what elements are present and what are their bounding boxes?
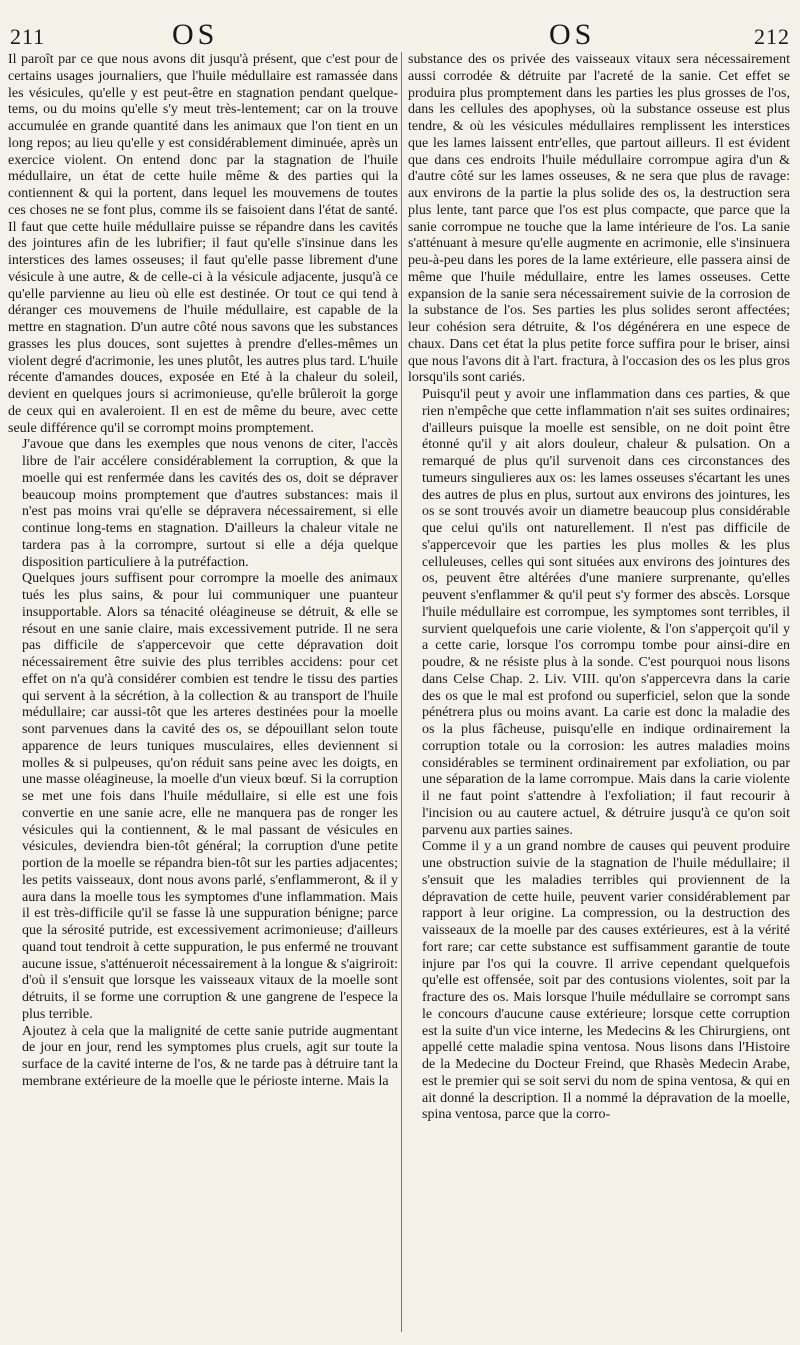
paragraph: Comme il y a un grand nombre de causes qui peuvent produire une obstruction suivie de la stagnation de l'huile médullaire; il s'ensuit que les maladies terribles qui proviennent de la dépravation de cette huile, peuvent varier considérablement par rapport à leur origine. La compression, ou la destruction des vaisseaux de la moelle par des causes extérieures, est à la vérité fort rare; car cette substance est suffisamment garantie de toute injure par l'os qui la couvre. Il arrive cependant quelquefois qu'elle est offensée, soit par des contusions violentes, soit par la fracture des os. Mais lorsque l'huile médullaire se corrompt sans le concours d'aucune cause extérieure; lorsque cette corruption est la suite d'un vice interne, les Medecins & les Chirurgiens, ont appellé cette maladie spina ventosa. Nous lisons dans l'Histoire de la Medecine du Docteur Freind, que Rhasès Medecin Arabe, est le premier qui se soit servi du nom de spina ventosa, & qui en ait donné la description. Il a nommé la dépravation de la moelle, spina ventosa, parce que la corro- [422, 839, 790, 1123]
paragraph: Ajoutez à cela que la malignité de cette sanie putride augmentant de jour en jour, rend les symptomes plus cruels, agit sur toute la surface de la cavité interne de l'os, & ne tarde pas à détruire tant la membrane extérieure de la moelle que le périoste interne. Mais la [22, 1023, 398, 1089]
left-page-number: 211 [10, 24, 46, 49]
paragraph: J'avoue que dans les exemples que nous venons de citer, l'accès libre de l'air accélere considérablement la corruption, & que la moelle qui est renfermée dans les cavités des os, doit se dépraver beaucoup moins promptement que d'autres substances: mais il n'est pas moins vrai qu'elle se dépravera nécessairement, si elle continue long-tems en stagnation. D'ailleurs la chaleur vitale ne tardera pas à la corrompre, surtout si elle a déja quelque disposition particuliere à la putréfaction. [22, 437, 398, 570]
left-running-head: OS [172, 18, 219, 51]
paragraph: Puisqu'il peut y avoir une inflammation dans ces parties, & que rien n'empêche que cette inflammation n'ait ses suites ordinaires; d'ailleurs puisque la moelle est sensible, on ne doit point être étonné qu'il y ait alors douleur, chaleur & pulsation. On a remarqué de plus qu'il survenoit dans ces circonstances des tumeurs singulieres aux os: les lames osseuses s'écartant les unes des autres de plus en plus, surtout aux environs des jointures, les os se sont trouvés avoir un diametre beaucoup plus considérable que celui qu'ils ont naturellement. Il n'est pas difficile de s'appercevoir que les parties les plus molles & les plus celluleuses, celles qui sont situées aux environs des jointures des os, peuvent être altérées d'une maniere surprenante, qu'elles peuvent s'enflammer & qu'il peut s'y former des abscès. Lorsque l'huile médullaire est corrompue, les symptomes sont terribles, il survient quelquefois une carie violente, & l'on s'apperçoit qu'il y a cette carie, lorsque l'os corrompu tombe pour ainsi-dire en poudre, & ne résiste plus à la sonde. C'est pourquoi nous lisons dans Celse Chap. 2. Liv. VIII. qu'on s'appercevra dans la carie des os que le mal est profond ou superficiel, selon que la sonde pénétrera plus ou moins avant. La carie est donc la maladie des os la plus fâcheuse, puisqu'elle en indique ordinairement la corruption totale ou la corrosion: les autres maladies moins considérables se terminent ordinairement par exfoliation, ou par une séparation de la lame corrompue. Mais dans la carie violente il ne faut point s'attendre à l'exfoliation; il faut recourir à l'incision ou au cautere actuel, & détruire jusqu'à ce qu'on soit parvenu aux parties saines. [422, 387, 790, 838]
column-divider [401, 52, 402, 1332]
paragraph: substance des os privée des vaisseaux vitaux sera nécessairement aussi corrodée & détruite par l'acreté de la sanie. Cet effet se produira plus promptement dans les parties les plus grosses de l'os, dans les cellules des apophyses, où la substance osseuse est plus tendre, & où les vésicules médullaires remplissent les interstices que les lames laissent entr'elles, que partout ailleurs. Il est évident que dans ces endroits l'huile médullaire corrompue agira d'un & d'autre côté sur les lames osseuses, & ne sera que plus de ravage: aux environs de la partie la plus solide des os, la destruction sera plus lente, tant parce que l'os est plus compacte, que parce que la sanie corrompue ne touche que la lame intérieure de l'os. La sanie s'atténuant à mesure qu'elle augmente en acrimonie, elle s'insinuera peu-à-peu dans les pores de la lame extérieure, elle passera ainsi de même que l'huile médullaire, entre les lames osseuses. Cette expansion de la sanie sera nécessairement suivie de la corrosion de la substance de l'os. Ses parties les plus solides seront affectées; leur cohésion sera détruite, & l'os dégénérera en une espece de chaux. Dans cet état la plus petite force suffira pour le briser, ainsi que nous l'avons dit à l'art. fractura, à l'occasion des os les plus gros lorsqu'ils sont cariés. [408, 52, 790, 386]
left-column [8, 52, 398, 1337]
right-page-number: 212 [754, 24, 790, 49]
paragraph: Quelques jours suffisent pour corrompre la moelle des animaux tués les plus sains, & pour lui communiquer une puanteur insupportable. Alors sa ténacité oléagineuse se détruit, & elle se résout en une sanie claire, mais excessivement putride. Il ne sera pas difficile de s'appercevoir que cette dépravation doit nécessairement être suivie des plus terribles accidens: pour cet effet on n'a qu'à considérer combien est tendre le tissu des parties qui servent à la sécrétion, à la collection & au transport de l'huile médullaire; car aussi-tôt que les arteres destinées pour la moelle sont parvenues dans la cavité des os, se dépouillant selon toute apparence de leurs tuniques musculaires, elles deviennent si molles & si pulpeuses, qu'on réduit sans peine avec les doigts, en une masse oléagineuse, la moelle d'un vieux bœuf. Si la corruption se met une fois dans l'huile médullaire, si elle est une fois convertie en une sanie acre, elle ne manquera pas de ronger les vésicules qui la contiennent, & le mal passant de vésicules en vésicules, deviendra bien-tôt général; la corruption d'une petite portion de la moelle se répandra bien-tôt sur les parties adjacentes; les petits vaisseaux, dont nous avons parlé, s'enflammeront, & il y aura dans la moelle tous les symptomes d'une inflammation. Mais il est très-difficile qu'il se fasse là une suppuration bénigne; parce que la sérosité putride, est excessivement acrimonieuse; d'ailleurs quand tout tendroit à cette suppuration, le pus enfermé ne trouvant aucune issue, s'atténueroit nécessairement à la longue & s'aigriroit: d'où il s'ensuit que lorsque les vaisseaux vitaux de la moelle sont détruits, il se forme une corruption & une gangrene de l'espece la plus terrible. [22, 571, 398, 1022]
page-header [0, 14, 800, 50]
right-running-head: OS [549, 18, 596, 51]
right-column [408, 52, 790, 1337]
paragraph: Il paroît par ce que nous avons dit jusqu'à présent, que c'est pour de certains usages journaliers, que l'huile médullaire est ramassée dans les vésicules, qu'elle y est peut-être en stagnation pendant quelque-tems, ou du moins qu'elle s'y meut très-lentement; car on la trouve accumulée en grande quantité dans les animaux que l'on tient en un long repos; au lieu qu'elle y est considérablement diminuée, après un exercice violent. On entend donc par la stagnation de l'huile médullaire, un état de cette huile même & des parties qui la contiennent & qui la portent, dans lequel les mouvemens de toutes ces choses ne se font plus, comme ils se faisoient dans l'état de santé. Il faut que cette huile médullaire puisse se répandre dans les cavités des jointures afin de les lubrifier; il faut qu'elle s'insinue dans les interstices des lames osseuses; il faut qu'elle passe librement d'une vésicule à une autre, & de celle-ci à la vésicule adjacente, jusqu'à ce qu'elle parvienne au lieu où elle est destinée. Or tout ce qui tend à déranger ces mouvemens de l'huile médullaire, est capable de la mettre en stagnation. D'un autre côté nous savons que les substances grasses les plus douces, sont sujettes à prendre d'elles-mêmes un violent degré d'acrimonie, les unes plutôt, les autres plus tard. L'huile récente d'amandes douces, exposée en Eté à la chaleur du soleil, devient en quelques jours si acrimonieuse, qu'elle brûleroit la gorge de ceux qui en avaleroient. Il en est de même du beure, avec cette seule différence qu'il se corrompt moins promptement. [8, 52, 398, 436]
